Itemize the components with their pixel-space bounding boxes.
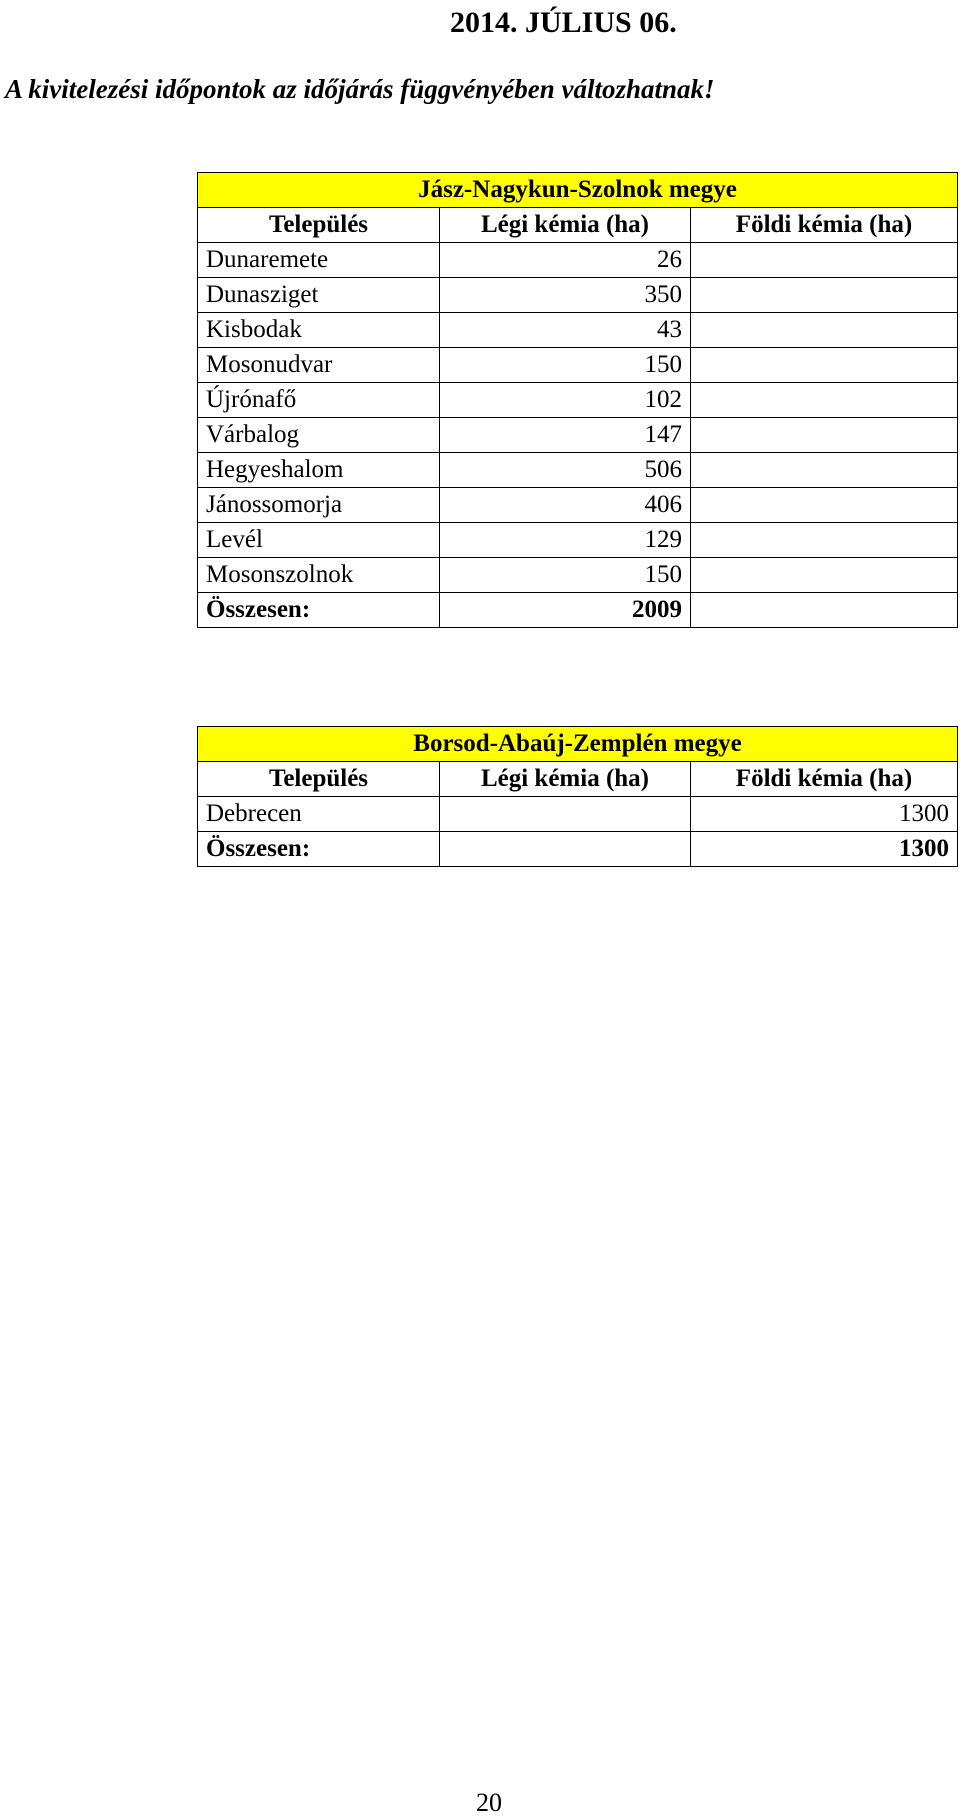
aerial-chem-total [440,832,691,867]
total-row [198,832,958,867]
aerial-chem-value: 102 [440,383,691,418]
column-header-row [198,762,958,797]
table-row [198,243,958,278]
settlement-name: Mosonudvar [198,348,440,383]
ground-chem-value [691,418,958,453]
table-row [198,348,958,383]
aerial-chem-value: 129 [440,523,691,558]
settlement-name: Várbalog [198,418,440,453]
total-row [198,593,958,628]
aerial-chem-value: 150 [440,348,691,383]
county-title: Borsod-Abaúj-Zemplén megye [198,727,958,762]
table-row [198,278,958,313]
ground-chem-value [691,383,958,418]
aerial-chem-value [440,797,691,832]
weather-notice: A kivitelezési időpontok az időjárás függvényében változhatnak! [5,74,715,104]
settlement-name: Levél [198,523,440,558]
table-row [198,523,958,558]
aerial-chem-value: 350 [440,278,691,313]
settlement-name: Újrónafő [198,383,440,418]
table-body [198,727,958,867]
ground-chem-value [691,488,958,523]
ground-chem-value [691,243,958,278]
aerial-chem-value: 506 [440,453,691,488]
ground-chem-value [691,558,958,593]
ground-chem-value [691,348,958,383]
aerial-chem-total: 2009 [440,593,691,628]
county-table-jasz-nagykun-szolnok [197,172,958,628]
ground-chem-value [691,313,958,348]
table-row [198,418,958,453]
aerial-chem-value: 43 [440,313,691,348]
ground-chem-value: 1300 [691,797,958,832]
column-header: Földi kémia (ha) [691,208,958,243]
settlement-name: Dunasziget [198,278,440,313]
ground-chem-total [691,593,958,628]
aerial-chem-value: 26 [440,243,691,278]
settlement-name: Mosonszolnok [198,558,440,593]
date-heading: 2014. JÚLIUS 06. [450,6,677,39]
county-title-row [198,173,958,208]
aerial-chem-value: 406 [440,488,691,523]
ground-chem-value [691,453,958,488]
total-label: Összesen: [198,593,440,628]
table-row [198,558,958,593]
table-row [198,453,958,488]
settlement-name: Dunaremete [198,243,440,278]
aerial-chem-value: 147 [440,418,691,453]
page-number: 20 [476,1788,502,1817]
county-title-row [198,727,958,762]
settlement-name: Debrecen [198,797,440,832]
column-header: Légi kémia (ha) [440,762,691,797]
ground-chem-value [691,278,958,313]
settlement-name: Kisbodak [198,313,440,348]
column-header: Földi kémia (ha) [691,762,958,797]
column-header: Település [198,208,440,243]
ground-chem-total: 1300 [691,832,958,867]
ground-chem-value [691,523,958,558]
column-header: Légi kémia (ha) [440,208,691,243]
table-row [198,313,958,348]
county-title: Jász-Nagykun-Szolnok megye [198,173,958,208]
table-row [198,488,958,523]
table-body [198,173,958,628]
county-table-borsod-abauj-zemplen [197,726,958,867]
column-header-row [198,208,958,243]
total-label: Összesen: [198,832,440,867]
column-header: Település [198,762,440,797]
settlement-name: Jánossomorja [198,488,440,523]
settlement-name: Hegyeshalom [198,453,440,488]
table-row [198,797,958,832]
table-row [198,383,958,418]
aerial-chem-value: 150 [440,558,691,593]
